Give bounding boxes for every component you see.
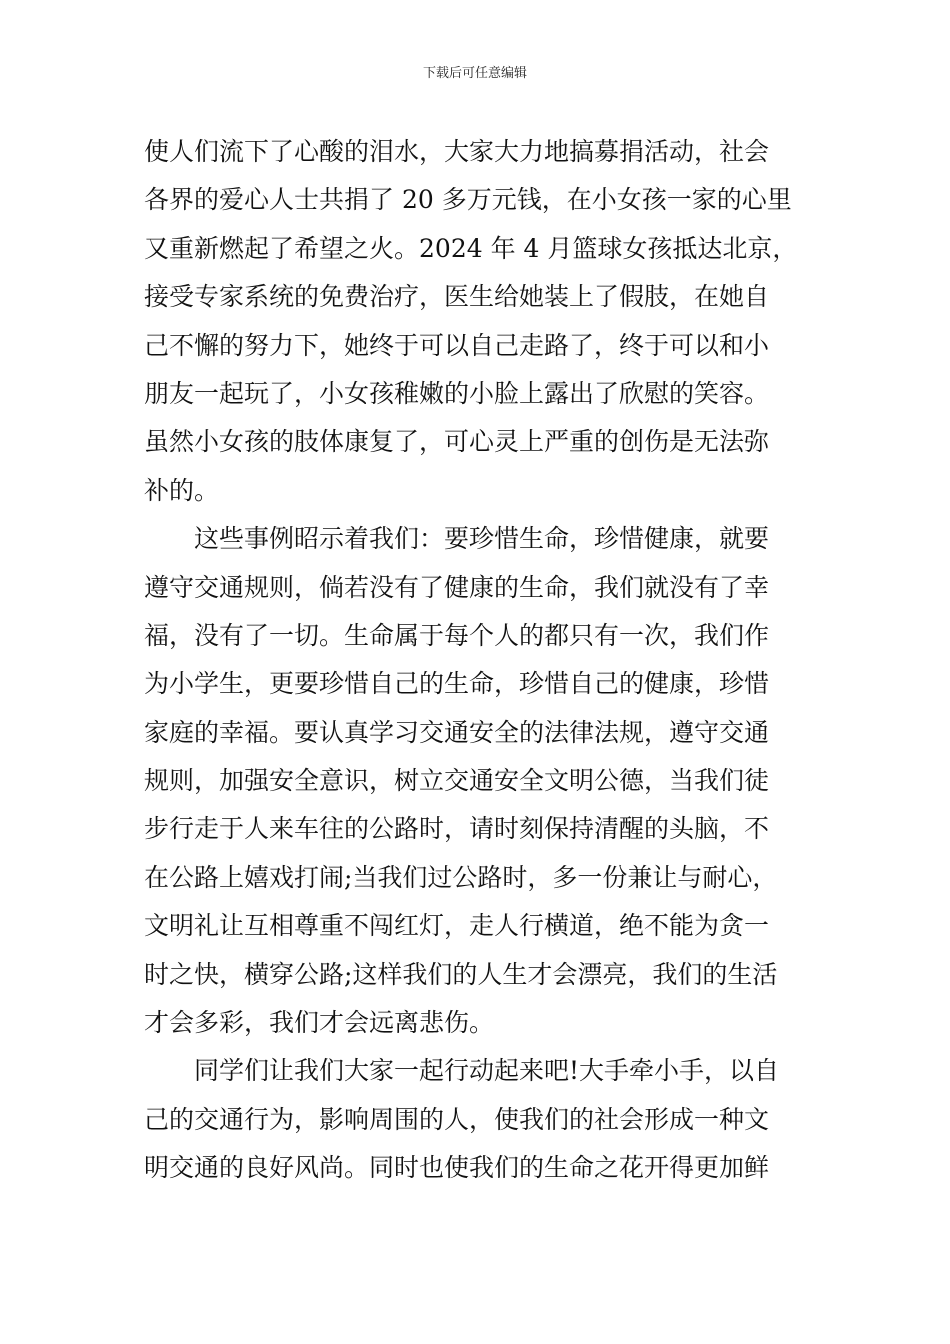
text-line: 在公路上嬉戏打闹;当我们过公路时，多一份兼让与耐心， — [144, 862, 778, 892]
body-text — [144, 128, 810, 1193]
text-line: 虽然小女孩的肢体康复了，可心灵上严重的创伤是无法弥 — [144, 427, 770, 457]
text-line: 步行走于人来车往的公路时，请时刻保持清醒的头脑，不 — [144, 814, 770, 844]
text-line: 使人们流下了心酸的泪水，大家大力地搞募捐活动，社会 — [144, 137, 770, 166]
text-line: 规则，加强安全意识，树立交通安全文明公德，当我们徒 — [144, 766, 770, 796]
text-line: 己的交通行为，影响周围的人，使我们的社会形成一种文 — [144, 1104, 770, 1134]
text-line: 福，没有了一切。生命属于每个人的都只有一次，我们作 — [144, 620, 770, 650]
text-line: 己不懈的努力下，她终于可以自己走路了，终于可以和小 — [144, 330, 770, 360]
text-line: 各界的爱心人士共捐了 20 多万元钱，在小女孩一家的心里 — [144, 185, 792, 215]
text-line: 才会多彩，我们才会远离悲伤。 — [144, 1008, 495, 1038]
text-line: 为小学生，更要珍惜自己的生命，珍惜自己的健康，珍惜 — [144, 669, 770, 699]
text-line: 又重新燃起了希望之火。2024 年 4 月篮球女孩抵达北京， — [144, 233, 798, 263]
text-line: 这些事例昭示着我们：要珍惜生命，珍惜健康，就要 — [144, 524, 770, 554]
text-line: 文明礼让互相尊重不闯红灯，走人行横道，绝不能为贪一 — [144, 911, 770, 941]
text-line: 遵守交通规则，倘若没有了健康的生命，我们就没有了幸 — [144, 572, 770, 602]
text-line: 明交通的良好风尚。同时也使我们的生命之花开得更加鲜 — [144, 1153, 770, 1183]
text-line: 家庭的幸福。要认真学习交通安全的法律法规，遵守交通 — [144, 717, 770, 747]
text-line: 补的。 — [144, 475, 220, 505]
text-line: 接受专家系统的免费治疗，医生给她装上了假肢，在她自 — [144, 282, 770, 312]
text-line: 同学们让我们大家一起行动起来吧!大手牵小手，以自 — [144, 1056, 780, 1086]
page-header: 下载后可任意编辑 — [422, 66, 527, 81]
text-line: 朋友一起玩了，小女孩稚嫩的小脸上露出了欣慰的笑容。 — [144, 378, 770, 408]
text-line: 时之快，横穿公路;这样我们的人生才会漂亮，我们的生活 — [144, 959, 778, 989]
